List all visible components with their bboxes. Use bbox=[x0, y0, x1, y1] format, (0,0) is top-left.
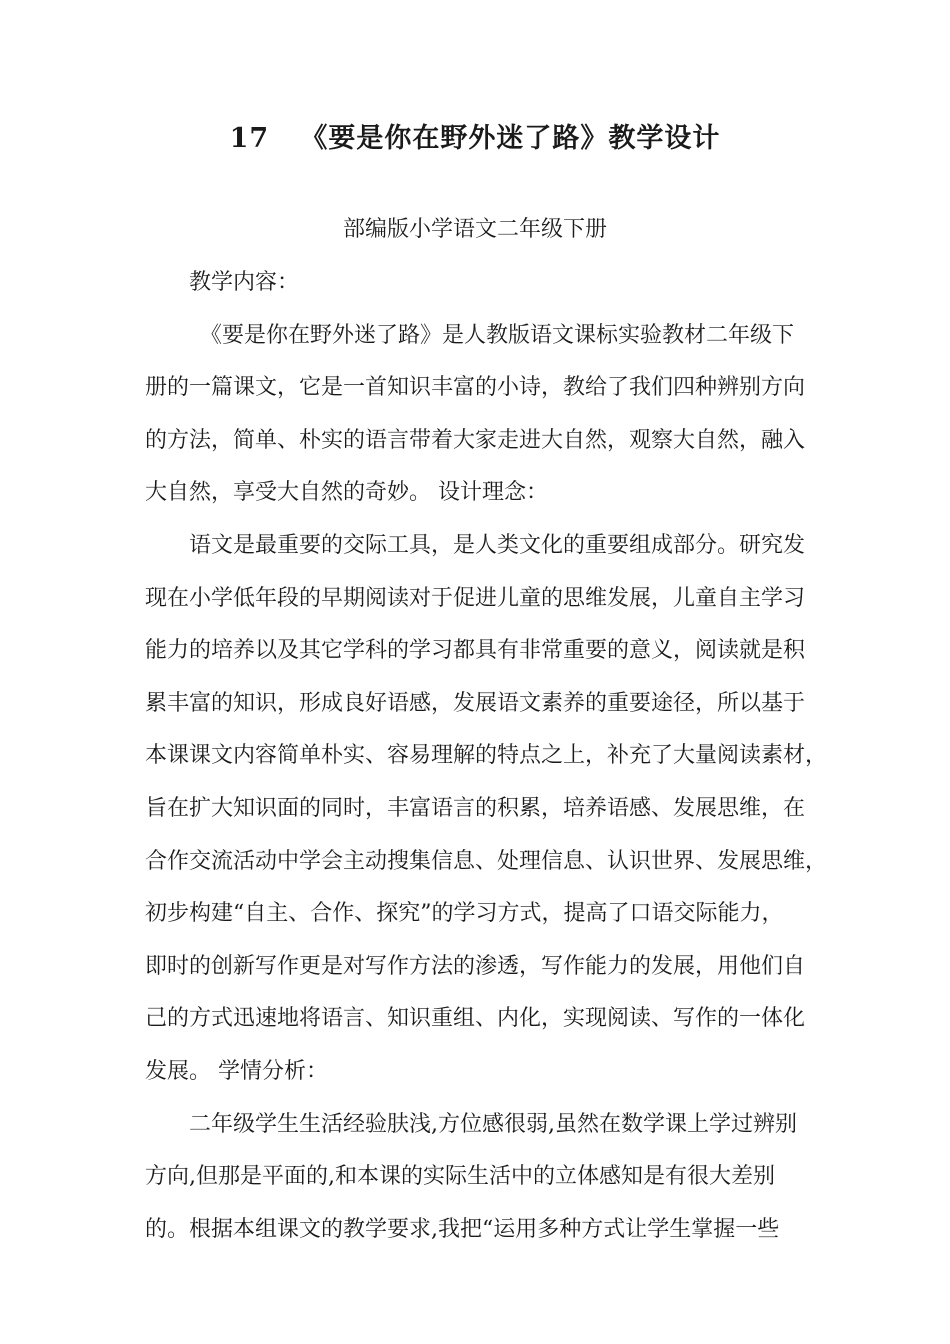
paragraph-line: 册的一篇课文，它是一首知识丰富的小诗，教给了我们四种辨别方向 bbox=[145, 375, 806, 401]
paragraph-line: 旨在扩大知识面的同时，丰富语言的积累，培养语感、发展思维，在 bbox=[145, 795, 806, 821]
section-heading-content: 教学内容： bbox=[189, 270, 300, 295]
paragraph-line: 合作交流活动中学会主动搜集信息、处理信息、认识世界、发展思维， bbox=[145, 848, 828, 874]
paragraph-line: 语文是最重要的交际工具，是人类文化的重要组成部分。研究发 bbox=[189, 532, 806, 558]
paragraph-line: 发展。 学情分析： bbox=[145, 1058, 328, 1084]
paragraph-line: 即时的创新写作更是对写作方法的渗透，写作能力的发展，用他们自 bbox=[145, 953, 806, 979]
document-body bbox=[145, 257, 828, 1256]
paragraph-line: 现在小学低年段的早期阅读对于促进儿童的思维发展，儿童自主学习 bbox=[145, 585, 806, 611]
paragraph-line: 《要是你在野外迷了路》是人教版语文课标实验教材二年级下 bbox=[200, 322, 795, 348]
paragraph-line: 方向,但那是平面的,和本课的实际生活中的立体感知是有很大差别 bbox=[145, 1164, 775, 1190]
paragraph-line: 己的方式迅速地将语言、知识重组、内化，实现阅读、写作的一体化 bbox=[145, 1006, 806, 1032]
paragraph-line: 本课课文内容简单朴实、容易理解的特点之上，补充了大量阅读素材， bbox=[145, 743, 828, 769]
document-subtitle: 部编版小学语文二年级下册 bbox=[342, 217, 607, 242]
paragraph-line: 累丰富的知识，形成良好语感，发展语文素养的重要途径，所以基于 bbox=[145, 690, 806, 716]
document-title: 17 《要是你在野外迷了路》教学设计 bbox=[229, 123, 721, 154]
paragraph-line: 的。根据本组课文的教学要求,我把“运用多种方式让学生掌握一些 bbox=[145, 1216, 780, 1242]
paragraph-line: 大自然，享受大自然的奇妙。 设计理念： bbox=[145, 480, 548, 506]
paragraph-line: 初步构建“自主、合作、探究”的学习方式，提高了口语交际能力， bbox=[145, 901, 784, 927]
paragraph-line: 二年级学生生活经验肤浅,方位感很弱,虽然在数学课上学过辨别 bbox=[189, 1111, 797, 1137]
paragraph-line: 的方法，简单、朴实的语言带着大家走进大自然，观察大自然，融入 bbox=[145, 427, 806, 453]
paragraph-line: 能力的培养以及其它学科的学习都具有非常重要的意义，阅读就是积 bbox=[145, 638, 806, 664]
